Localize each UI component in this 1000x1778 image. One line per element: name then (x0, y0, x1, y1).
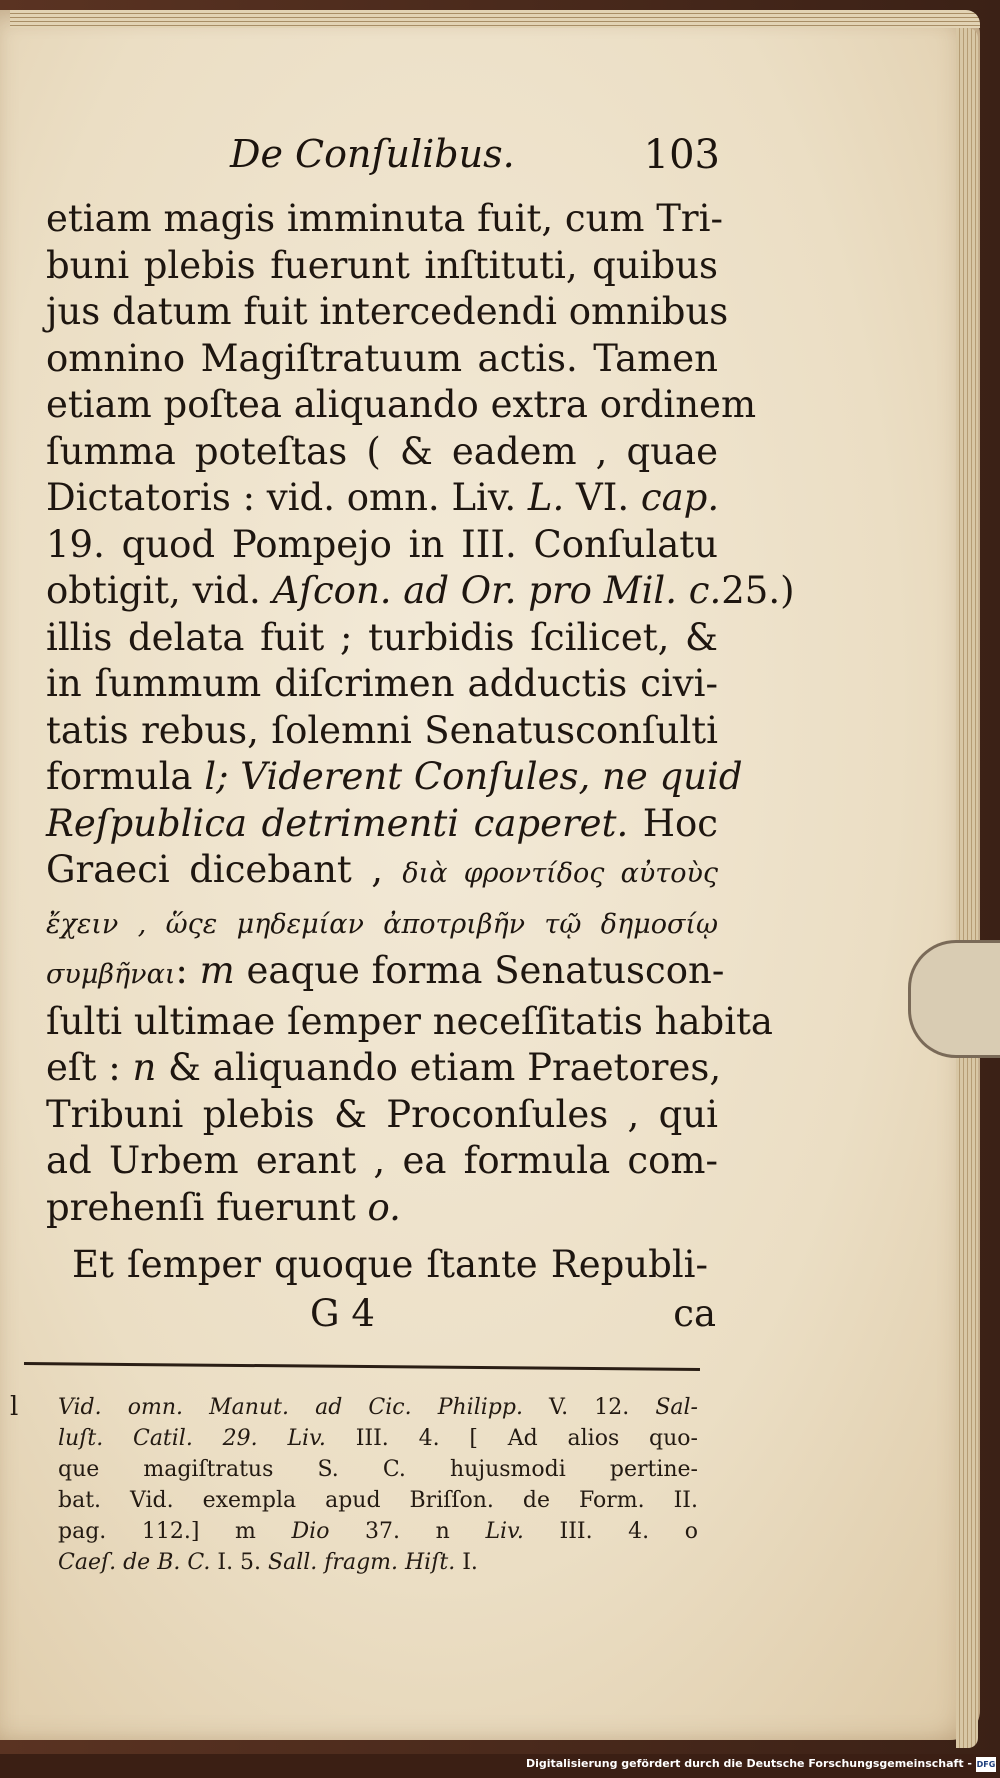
text-run: eaque forma Senatuscon- (234, 949, 725, 992)
italic-run: Liv. (287, 1426, 326, 1451)
text-line: illis delata fuit ; turbidis ſcilicet, & (46, 615, 718, 659)
text-run: I. 5. (210, 1550, 269, 1575)
text-line (46, 568, 795, 615)
signature-line (310, 1292, 716, 1342)
page-clip-tab (908, 940, 1000, 1058)
footnote-marker: l (10, 1392, 19, 1422)
text-line (46, 475, 718, 522)
signature-mark: G 4 (310, 1292, 375, 1335)
footnote-line (58, 1516, 698, 1547)
book-page (0, 10, 980, 1740)
text-line (46, 801, 718, 848)
page-header (230, 132, 720, 192)
text-run: VI. (564, 476, 641, 519)
page-top-edges (10, 10, 980, 28)
body-text (46, 196, 795, 1231)
italic-run: Liv. (485, 1519, 524, 1544)
italic-run: Caeſ. de B. C. (58, 1550, 211, 1575)
credit-bar (0, 1754, 1000, 1778)
running-head: De Conſulibus. (230, 132, 515, 176)
text-run: : (175, 949, 200, 992)
text-run: 25.) (721, 569, 795, 612)
text-line (46, 847, 718, 898)
text-line (46, 754, 743, 801)
paragraph-2 (72, 1242, 708, 1288)
text-line: jus datum fuit intercedendi omnibus (46, 290, 729, 333)
text-line: etiam magis imminuta fuit, cum Tri- (46, 197, 723, 240)
text-run: V. 12. (522, 1395, 656, 1420)
text-run: eſt : (46, 1046, 133, 1089)
text-run: Graeci dicebant , (46, 848, 403, 891)
text-line: buni plebis fuerunt inſtituti, quibus (46, 243, 718, 287)
italic-run: Manut. ad Cic. Philipp. (209, 1395, 523, 1420)
text-run: prehenſi fuerunt (46, 1185, 368, 1229)
italic-run: L. (527, 476, 565, 519)
text-run: pag. 112.] m (58, 1519, 292, 1544)
dfg-logo: DFG (976, 1757, 996, 1772)
footnote-line: que magiſtratus S. C. hujusmodi pertine- (58, 1457, 698, 1482)
footnote-ref: o. (367, 1185, 401, 1229)
italic-run: Sal- (655, 1395, 698, 1420)
text-line: tatis rebus, ſolemni Senatusconſulti (46, 708, 718, 752)
page-side-edges (956, 28, 978, 1748)
footnote-line: bat. Vid. exempla apud Briſſon. de Form. II. (58, 1488, 698, 1513)
footnote-ref: n (132, 1046, 157, 1089)
text-line: ſulti ultimae ſemper neceſſitatis habita (46, 999, 773, 1043)
italic-run: omn. (101, 1395, 210, 1420)
text-line (46, 948, 725, 999)
italic-run: Sall. fragm. Hiſt. (268, 1550, 456, 1575)
page-number: 103 (643, 132, 720, 178)
text-run: III. 4. [ Ad alios quo- (325, 1426, 698, 1451)
text-line: Tribuni plebis & Proconſules , qui (46, 1092, 718, 1136)
text-run: & aliquando etiam Praetores, (156, 1046, 722, 1089)
text-line: etiam poſtea aliquando extra ordinem (46, 383, 757, 426)
footnote-ref: m (199, 949, 235, 992)
italic-run: 29. (192, 1426, 288, 1451)
text-run: Dictatoris : vid. omn. Liv. (46, 476, 528, 519)
italic-run: Aſcon. ad Or. pro Mil. c. (272, 569, 722, 612)
italic-run: Dio (291, 1519, 330, 1544)
italic-run: l; Viderent Conſules, ne quid (204, 755, 743, 798)
italic-run: Reſpublica detrimenti caperet. (46, 801, 629, 845)
text-run: Hoc (628, 801, 718, 845)
greek-run: ἔχειν , ὥςε μηδεμίαν ἀποτριβῆν τῷ δημοσίῳ (46, 908, 718, 940)
text-run: I. (455, 1550, 478, 1575)
text-line: ad Urbem erant , ea formula com- (46, 1139, 718, 1182)
text-run: formula (46, 755, 205, 798)
greek-run: διὰ φροντίδος αὐτοὺς (402, 858, 718, 889)
italic-run: luſt. Catil. (58, 1426, 193, 1451)
text-line (46, 1045, 722, 1092)
footnote-rule (24, 1362, 700, 1371)
text-line: ſumma poteſtas ( & eadem , quae (46, 429, 718, 473)
catchword: ca (673, 1292, 716, 1335)
text-line: omnino Magiſtratuum actis. Tamen (46, 336, 718, 380)
text-line (46, 1185, 718, 1232)
greek-run: συμβῆναι (46, 959, 176, 990)
digitization-credit: Digitalisierung gefördert durch die Deutsche Forschungsgemeinschaft - (525, 1757, 972, 1770)
footnote-line (58, 1392, 698, 1423)
italic-run: cap. (640, 476, 720, 519)
text-run: III. 4. o (523, 1519, 699, 1544)
footnote-line (58, 1423, 698, 1454)
text-line (46, 898, 718, 949)
footnotes (10, 1392, 699, 1578)
text-run: 37. n (329, 1519, 486, 1544)
text-line: 19. quod Pompejo in III. Conſulatu (46, 522, 718, 566)
text-run: obtigit, vid. (46, 569, 273, 612)
footnote-line (58, 1547, 698, 1578)
text-line: Et ſemper quoque ſtante Republi- (72, 1243, 708, 1286)
italic-run: Vid. (58, 1395, 102, 1420)
text-line: in ſummum diſcrimen adductis civi- (46, 662, 718, 705)
